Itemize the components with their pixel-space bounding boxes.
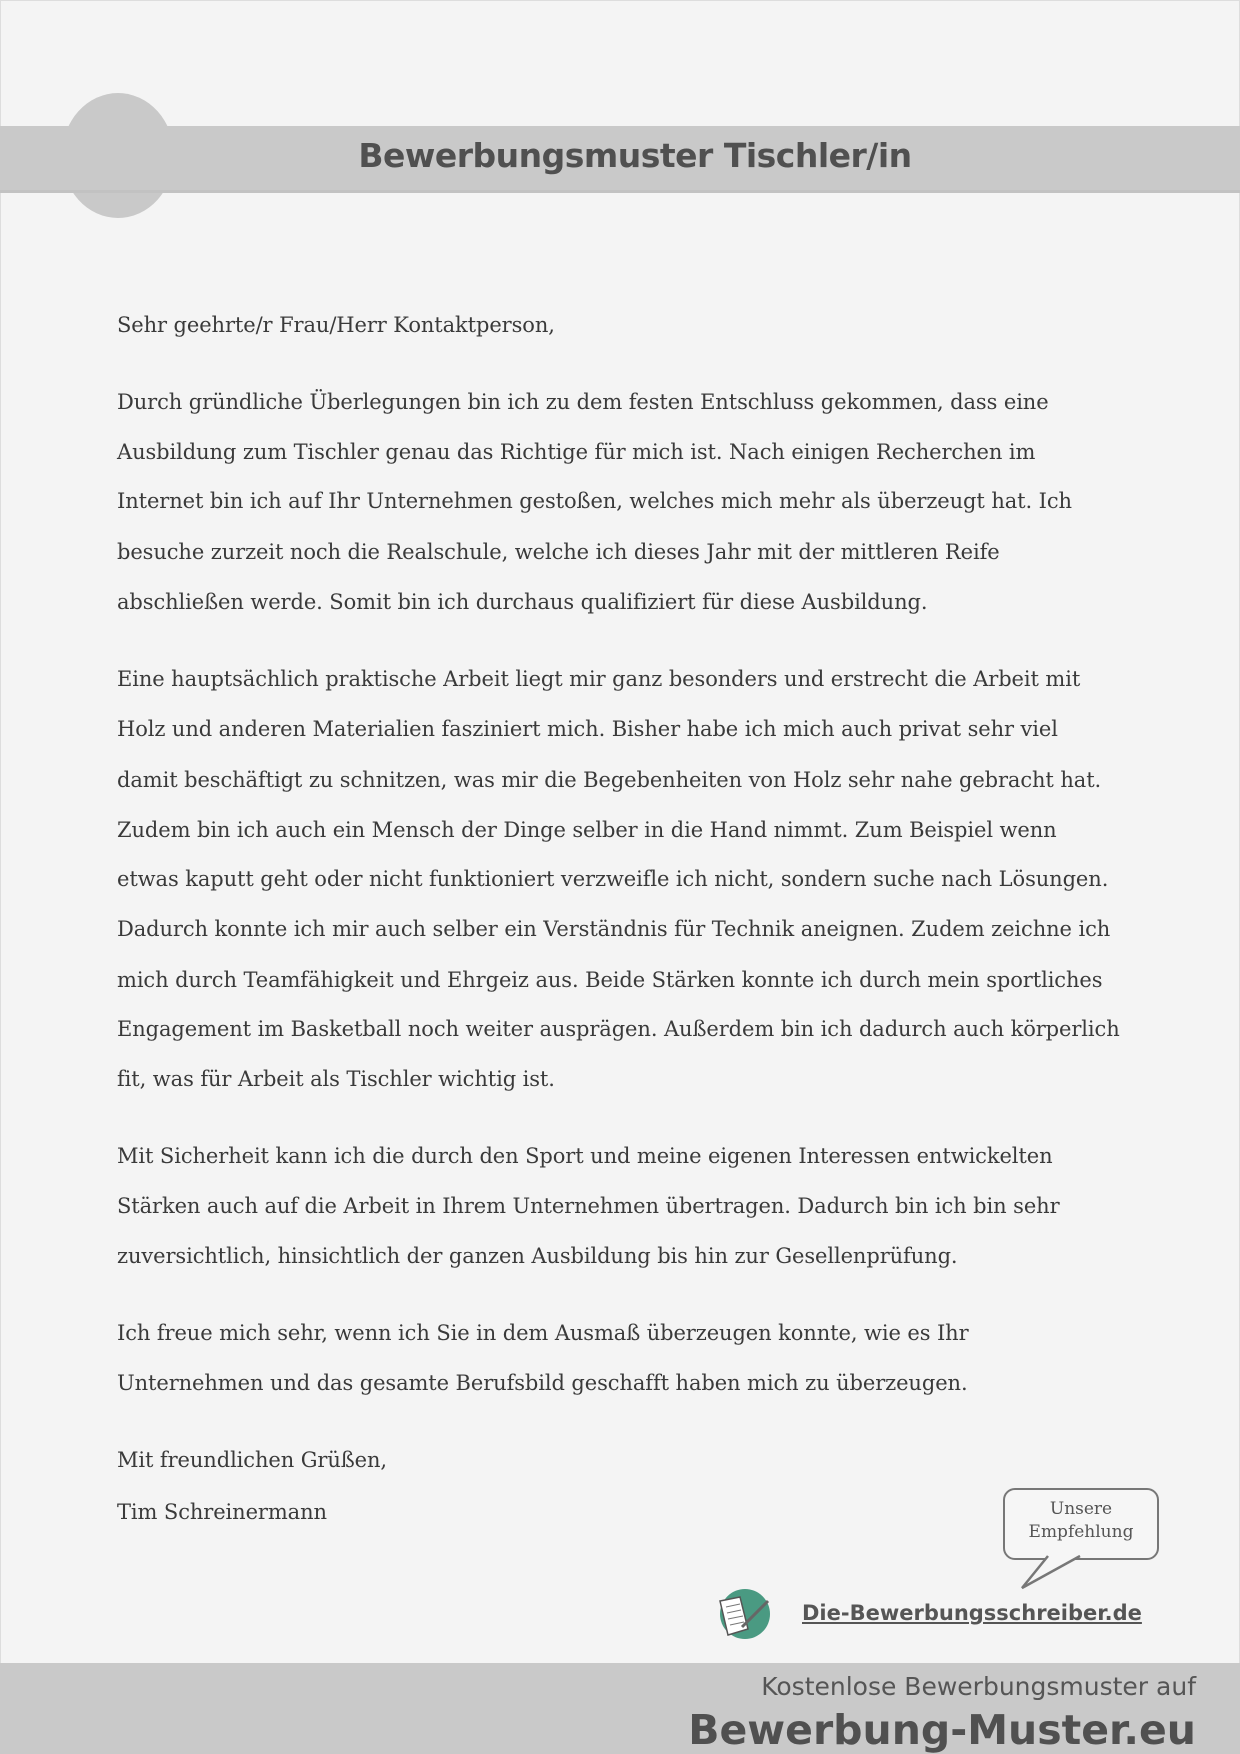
letter-line: Unternehmen und das gesamte Berufsbild geschafft haben mich zu überzeugen.: [117, 1371, 968, 1396]
recommendation-bubble: [1003, 1488, 1159, 1560]
letter-line: Internet bin ich auf Ihr Unternehmen gestoßen, welches mich mehr als überzeugt hat. Ich: [117, 489, 1072, 514]
letter-line: Stärken auch auf die Arbeit in Ihrem Unternehmen übertragen. Dadurch bin ich bin sehr: [117, 1193, 1060, 1218]
letter-line: Eine hauptsächlich praktische Arbeit liegt mir ganz besonders und erstrecht die Arbeit mit: [117, 666, 1081, 691]
letter-line: mich durch Teamfähigkeit und Ehrgeiz aus. Beide Stärken konnte ich durch mein sportliches: [117, 967, 1103, 992]
speech-bubble-tail: [1020, 1554, 1090, 1590]
letter-line: damit beschäftigt zu schnitzen, was mir die Begebenheiten von Holz sehr nahe gebracht hat.: [117, 767, 1102, 792]
letter-line: zuversichtlich, hinsichtlich der ganzen Ausbildung bis hin zur Gesellenprüfung.: [117, 1243, 958, 1268]
letter-line: Mit freundlichen Grüßen,: [117, 1448, 388, 1473]
bewerbungsschreiber-link[interactable]: Die-Bewerbungsschreiber.de: [802, 1601, 1142, 1625]
letter-line: Mit Sicherheit kann ich die durch den Sport und meine eigenen Interessen entwickelten: [117, 1144, 1053, 1169]
bubble-line-2: Empfehlung: [1028, 1522, 1134, 1542]
footer-tagline: Kostenlose Bewerbungsmuster auf: [761, 1672, 1196, 1701]
letter-line: fit, was für Arbeit als Tischler wichtig ist.: [117, 1067, 555, 1092]
letter-line: Ich freue mich sehr, wenn ich Sie in dem Ausmaß überzeugen konnte, wie es Ihr: [117, 1321, 969, 1345]
letter-line: Sehr geehrte/r Frau/Herr Kontaktperson,: [117, 312, 555, 337]
letter-line: etwas kaputt geht oder nicht funktioniert verzweifle ich nicht, sondern suche nach Lösungen.: [117, 867, 1109, 892]
letter-line: Engagement im Basketball noch weiter ausprägen. Außerdem bin ich dadurch auch körperlich: [117, 1016, 1120, 1041]
document-pen-logo-icon: [720, 1589, 770, 1639]
letter-line: Zudem bin ich auch ein Mensch der Dinge selber in die Hand nimmt. Zum Beispiel wenn: [117, 817, 1057, 842]
letter-line: besuche zurzeit noch die Realschule, welche ich dieses Jahr mit der mittleren Reife: [117, 539, 1000, 564]
letter-line: Dadurch konnte ich mir auch selber ein Verständnis für Technik aneignen. Zudem zeichne ich: [117, 917, 1111, 942]
footer-site-link[interactable]: Bewerbung-Muster.eu: [688, 1706, 1196, 1754]
letter-line: Holz und anderen Materialien fasziniert mich. Bisher habe ich mich auch privat sehr viel: [117, 717, 1058, 742]
letter-line: Durch gründliche Überlegungen bin ich zu dem festen Entschluss gekommen, dass eine: [117, 389, 1049, 414]
bubble-line-1: Unsere: [1049, 1499, 1113, 1519]
letter-line: Tim Schreinermann: [117, 1499, 327, 1524]
page-title: Bewerbungsmuster Tischler/in: [358, 136, 912, 175]
letter-line: Ausbildung zum Tischler genau das Richtige für mich ist. Nach einigen Recherchen im: [117, 440, 1036, 465]
letter-line: abschließen werde. Somit bin ich durchaus qualifiziert für diese Ausbildung.: [117, 589, 928, 614]
